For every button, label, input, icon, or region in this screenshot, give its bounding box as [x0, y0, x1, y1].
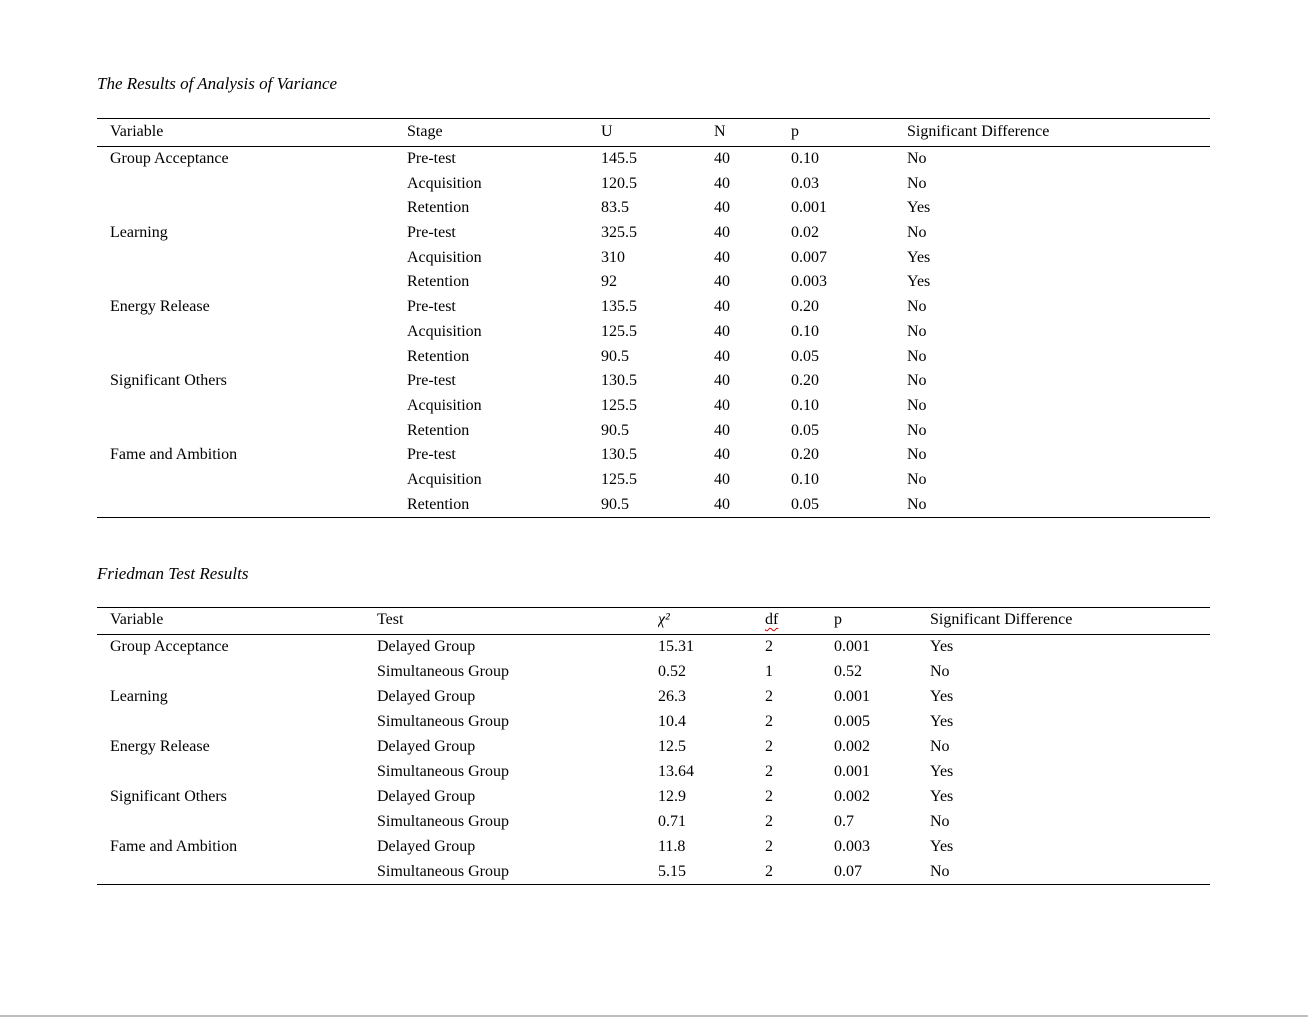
cell-significant-difference: Yes	[930, 763, 954, 780]
cell-p: 0.7	[834, 813, 854, 830]
col-header-variable: Variable	[97, 608, 377, 635]
cell-variable: Group Acceptance	[110, 638, 229, 656]
table-row	[97, 468, 1210, 493]
cell-variable	[97, 196, 407, 221]
cell-df: 2	[765, 788, 773, 805]
col-header-df	[765, 608, 834, 635]
cell-test: Delayed Group	[377, 638, 476, 656]
cell-test: Delayed Group	[377, 738, 476, 755]
table-row	[97, 196, 1210, 221]
cell-stage: Retention	[407, 421, 470, 439]
cell-significant-difference: No	[907, 397, 927, 415]
cell-p: 0.10	[791, 150, 819, 168]
cell-u: 90.5	[601, 421, 629, 439]
cell-chi-squared: 12.9	[658, 788, 686, 805]
cell-significant-difference: No	[907, 150, 927, 168]
col-header-significant-difference: Significant Difference	[907, 119, 1210, 147]
cell-p: 0.20	[791, 372, 819, 390]
table-row	[97, 369, 1210, 394]
cell-significant-difference: No	[930, 663, 950, 680]
cell-significant-difference: Yes	[930, 713, 954, 730]
cell-stage: Retention	[407, 273, 470, 291]
cell-df: 2	[765, 713, 773, 730]
cell-stage: Retention	[407, 199, 470, 217]
cell-variable	[97, 394, 407, 419]
cell-significant-difference: No	[907, 421, 927, 439]
cell-u: 125.5	[601, 397, 637, 415]
cell-variable	[97, 493, 407, 518]
cell-variable	[97, 810, 377, 835]
cell-stage: Acquisition	[407, 471, 482, 489]
friedman-title: Friedman Test Results	[97, 564, 249, 583]
table-row	[97, 860, 1210, 885]
cell-chi-squared: 0.52	[658, 663, 686, 680]
table-row	[97, 635, 1210, 660]
cell-p: 0.05	[791, 347, 819, 365]
friedman-header-row	[97, 608, 1210, 635]
cell-df: 1	[765, 663, 773, 680]
window-bottom-edge	[0, 1015, 1308, 1017]
col-header-chi-squared: χ²	[658, 608, 765, 635]
table-row	[97, 320, 1210, 345]
table-row	[97, 710, 1210, 735]
cell-chi-squared: 13.64	[658, 763, 694, 780]
anova-table-body	[97, 147, 1210, 518]
cell-chi-squared: 0.71	[658, 813, 686, 830]
table-row	[97, 735, 1210, 760]
cell-n: 40	[714, 248, 730, 266]
anova-table	[97, 118, 1210, 518]
cell-p: 0.005	[834, 713, 870, 730]
cell-chi-squared: 15.31	[658, 638, 694, 656]
cell-test: Simultaneous Group	[377, 663, 509, 680]
table-row	[97, 785, 1210, 810]
cell-p: 0.001	[834, 688, 870, 705]
cell-n: 40	[714, 397, 730, 415]
table-row	[97, 443, 1210, 468]
cell-stage: Retention	[407, 347, 470, 365]
cell-df: 2	[765, 838, 773, 855]
friedman-table-body	[97, 635, 1210, 885]
cell-n: 40	[714, 372, 730, 390]
cell-significant-difference: No	[930, 813, 950, 830]
cell-p: 0.03	[791, 174, 819, 192]
cell-test: Delayed Group	[377, 838, 476, 855]
cell-n: 40	[714, 273, 730, 291]
cell-u: 125.5	[601, 471, 637, 489]
cell-u: 90.5	[601, 347, 629, 365]
table-row	[97, 270, 1210, 295]
cell-u: 83.5	[601, 199, 629, 217]
cell-n: 40	[714, 493, 791, 518]
cell-test: Simultaneous Group	[377, 860, 658, 885]
cell-df: 2	[765, 738, 773, 755]
cell-significant-difference: Yes	[930, 688, 954, 705]
cell-significant-difference: Yes	[907, 199, 931, 217]
cell-variable	[97, 418, 407, 443]
cell-chi-squared: 11.8	[658, 838, 686, 855]
cell-significant-difference: No	[907, 347, 927, 365]
cell-df: 2	[765, 813, 773, 830]
cell-variable: Fame and Ambition	[110, 446, 238, 464]
table-row	[97, 418, 1210, 443]
cell-variable	[97, 171, 407, 196]
cell-p: 0.05	[791, 493, 907, 518]
col-header-u: U	[601, 119, 714, 147]
cell-variable	[97, 860, 377, 885]
cell-chi-squared: 10.4	[658, 713, 686, 730]
cell-significant-difference: No	[907, 322, 927, 340]
cell-stage: Pre-test	[407, 150, 456, 168]
cell-variable	[97, 320, 407, 345]
cell-n: 40	[714, 446, 730, 464]
cell-n: 40	[714, 347, 730, 365]
cell-chi-squared: 26.3	[658, 688, 686, 705]
cell-test: Simultaneous Group	[377, 713, 509, 730]
table-row	[97, 810, 1210, 835]
anova-title: The Results of Analysis of Variance	[97, 74, 338, 93]
friedman-table	[97, 607, 1210, 885]
cell-chi-squared: 12.5	[658, 738, 686, 755]
table-row	[97, 295, 1210, 320]
cell-df: 2	[765, 688, 773, 705]
cell-stage: Acquisition	[407, 174, 482, 192]
cell-stage: Acquisition	[407, 248, 482, 266]
cell-u: 310	[601, 248, 625, 266]
table-row	[97, 394, 1210, 419]
cell-n: 40	[714, 322, 730, 340]
cell-n: 40	[714, 421, 730, 439]
cell-stage: Retention	[407, 493, 601, 518]
cell-p: 0.10	[791, 397, 819, 415]
cell-variable	[97, 468, 407, 493]
cell-chi-squared: 5.15	[658, 860, 765, 885]
table-row	[97, 835, 1210, 860]
cell-df: 2	[765, 763, 773, 780]
cell-variable: Learning	[110, 688, 168, 705]
table-row	[97, 245, 1210, 270]
cell-df: 2	[765, 638, 773, 656]
cell-u: 90.5	[601, 493, 714, 518]
cell-test: Delayed Group	[377, 788, 476, 805]
table-row	[97, 344, 1210, 369]
cell-variable	[97, 270, 407, 295]
table-row	[97, 221, 1210, 246]
cell-stage: Pre-test	[407, 446, 456, 464]
cell-u: 92	[601, 273, 617, 291]
cell-p: 0.001	[834, 763, 870, 780]
cell-p: 0.05	[791, 421, 819, 439]
cell-stage: Acquisition	[407, 397, 482, 415]
cell-stage: Pre-test	[407, 298, 456, 316]
cell-variable: Energy Release	[110, 298, 210, 316]
cell-p: 0.52	[834, 663, 862, 680]
table-row	[97, 493, 1210, 518]
cell-significant-difference: No	[907, 372, 927, 390]
cell-variable: Group Acceptance	[110, 150, 229, 168]
cell-significant-difference: No	[907, 224, 927, 242]
col-header-n: N	[714, 119, 791, 147]
cell-variable: Energy Release	[110, 738, 210, 755]
cell-variable	[97, 245, 407, 270]
cell-test: Simultaneous Group	[377, 763, 509, 780]
cell-u: 135.5	[601, 298, 637, 316]
cell-u: 130.5	[601, 446, 637, 464]
cell-u: 120.5	[601, 174, 637, 192]
cell-significant-difference: No	[930, 738, 950, 755]
cell-test: Simultaneous Group	[377, 813, 509, 830]
cell-stage: Pre-test	[407, 224, 456, 242]
cell-significant-difference: Yes	[930, 788, 954, 805]
cell-n: 40	[714, 471, 730, 489]
cell-significant-difference: No	[907, 471, 927, 489]
cell-p: 0.003	[834, 838, 870, 855]
cell-n: 40	[714, 298, 730, 316]
cell-variable: Fame and Ambition	[110, 838, 238, 855]
cell-significant-difference: Yes	[907, 273, 931, 291]
cell-p: 0.07	[834, 860, 930, 885]
cell-p: 0.002	[834, 738, 870, 755]
cell-stage: Acquisition	[407, 322, 482, 340]
cell-variable: Significant Others	[110, 788, 227, 805]
cell-significant-difference: Yes	[907, 248, 931, 266]
cell-significant-difference: Yes	[930, 638, 954, 656]
cell-u: 125.5	[601, 322, 637, 340]
table-row	[97, 760, 1210, 785]
cell-variable	[97, 344, 407, 369]
table-row	[97, 171, 1210, 196]
cell-n: 40	[714, 174, 730, 192]
col-header-p: p	[791, 119, 907, 147]
cell-df: 2	[765, 860, 834, 885]
cell-significant-difference: No	[907, 493, 1210, 518]
cell-p: 0.001	[791, 199, 827, 217]
cell-significant-difference: Yes	[930, 838, 954, 855]
df-label-spellchecked: df	[765, 611, 779, 628]
cell-variable	[97, 710, 377, 735]
table-row	[97, 685, 1210, 710]
cell-n: 40	[714, 150, 730, 168]
col-header-stage: Stage	[407, 119, 601, 147]
cell-test: Delayed Group	[377, 688, 476, 705]
col-header-test: Test	[377, 608, 658, 635]
cell-n: 40	[714, 199, 730, 217]
cell-variable	[97, 760, 377, 785]
cell-p: 0.10	[791, 322, 819, 340]
cell-significant-difference: No	[930, 860, 1210, 885]
col-header-significant-difference: Significant Difference	[930, 608, 1210, 635]
cell-p: 0.10	[791, 471, 819, 489]
cell-variable	[97, 660, 377, 685]
table-row	[97, 147, 1210, 172]
table-row	[97, 660, 1210, 685]
cell-u: 145.5	[601, 150, 637, 168]
cell-variable: Learning	[110, 224, 168, 242]
col-header-variable: Variable	[97, 119, 407, 147]
cell-p: 0.002	[834, 788, 870, 805]
col-header-p: p	[834, 608, 930, 635]
cell-significant-difference: No	[907, 174, 927, 192]
cell-p: 0.003	[791, 273, 827, 291]
cell-p: 0.007	[791, 248, 827, 266]
cell-u: 325.5	[601, 224, 637, 242]
cell-n: 40	[714, 224, 730, 242]
cell-significant-difference: No	[907, 298, 927, 316]
anova-header-row	[97, 119, 1210, 147]
cell-u: 130.5	[601, 372, 637, 390]
cell-variable: Significant Others	[110, 372, 227, 390]
cell-p: 0.001	[834, 638, 870, 656]
cell-significant-difference: No	[907, 446, 927, 464]
cell-p: 0.02	[791, 224, 819, 242]
cell-p: 0.20	[791, 298, 819, 316]
cell-stage: Pre-test	[407, 372, 456, 390]
cell-p: 0.20	[791, 446, 819, 464]
